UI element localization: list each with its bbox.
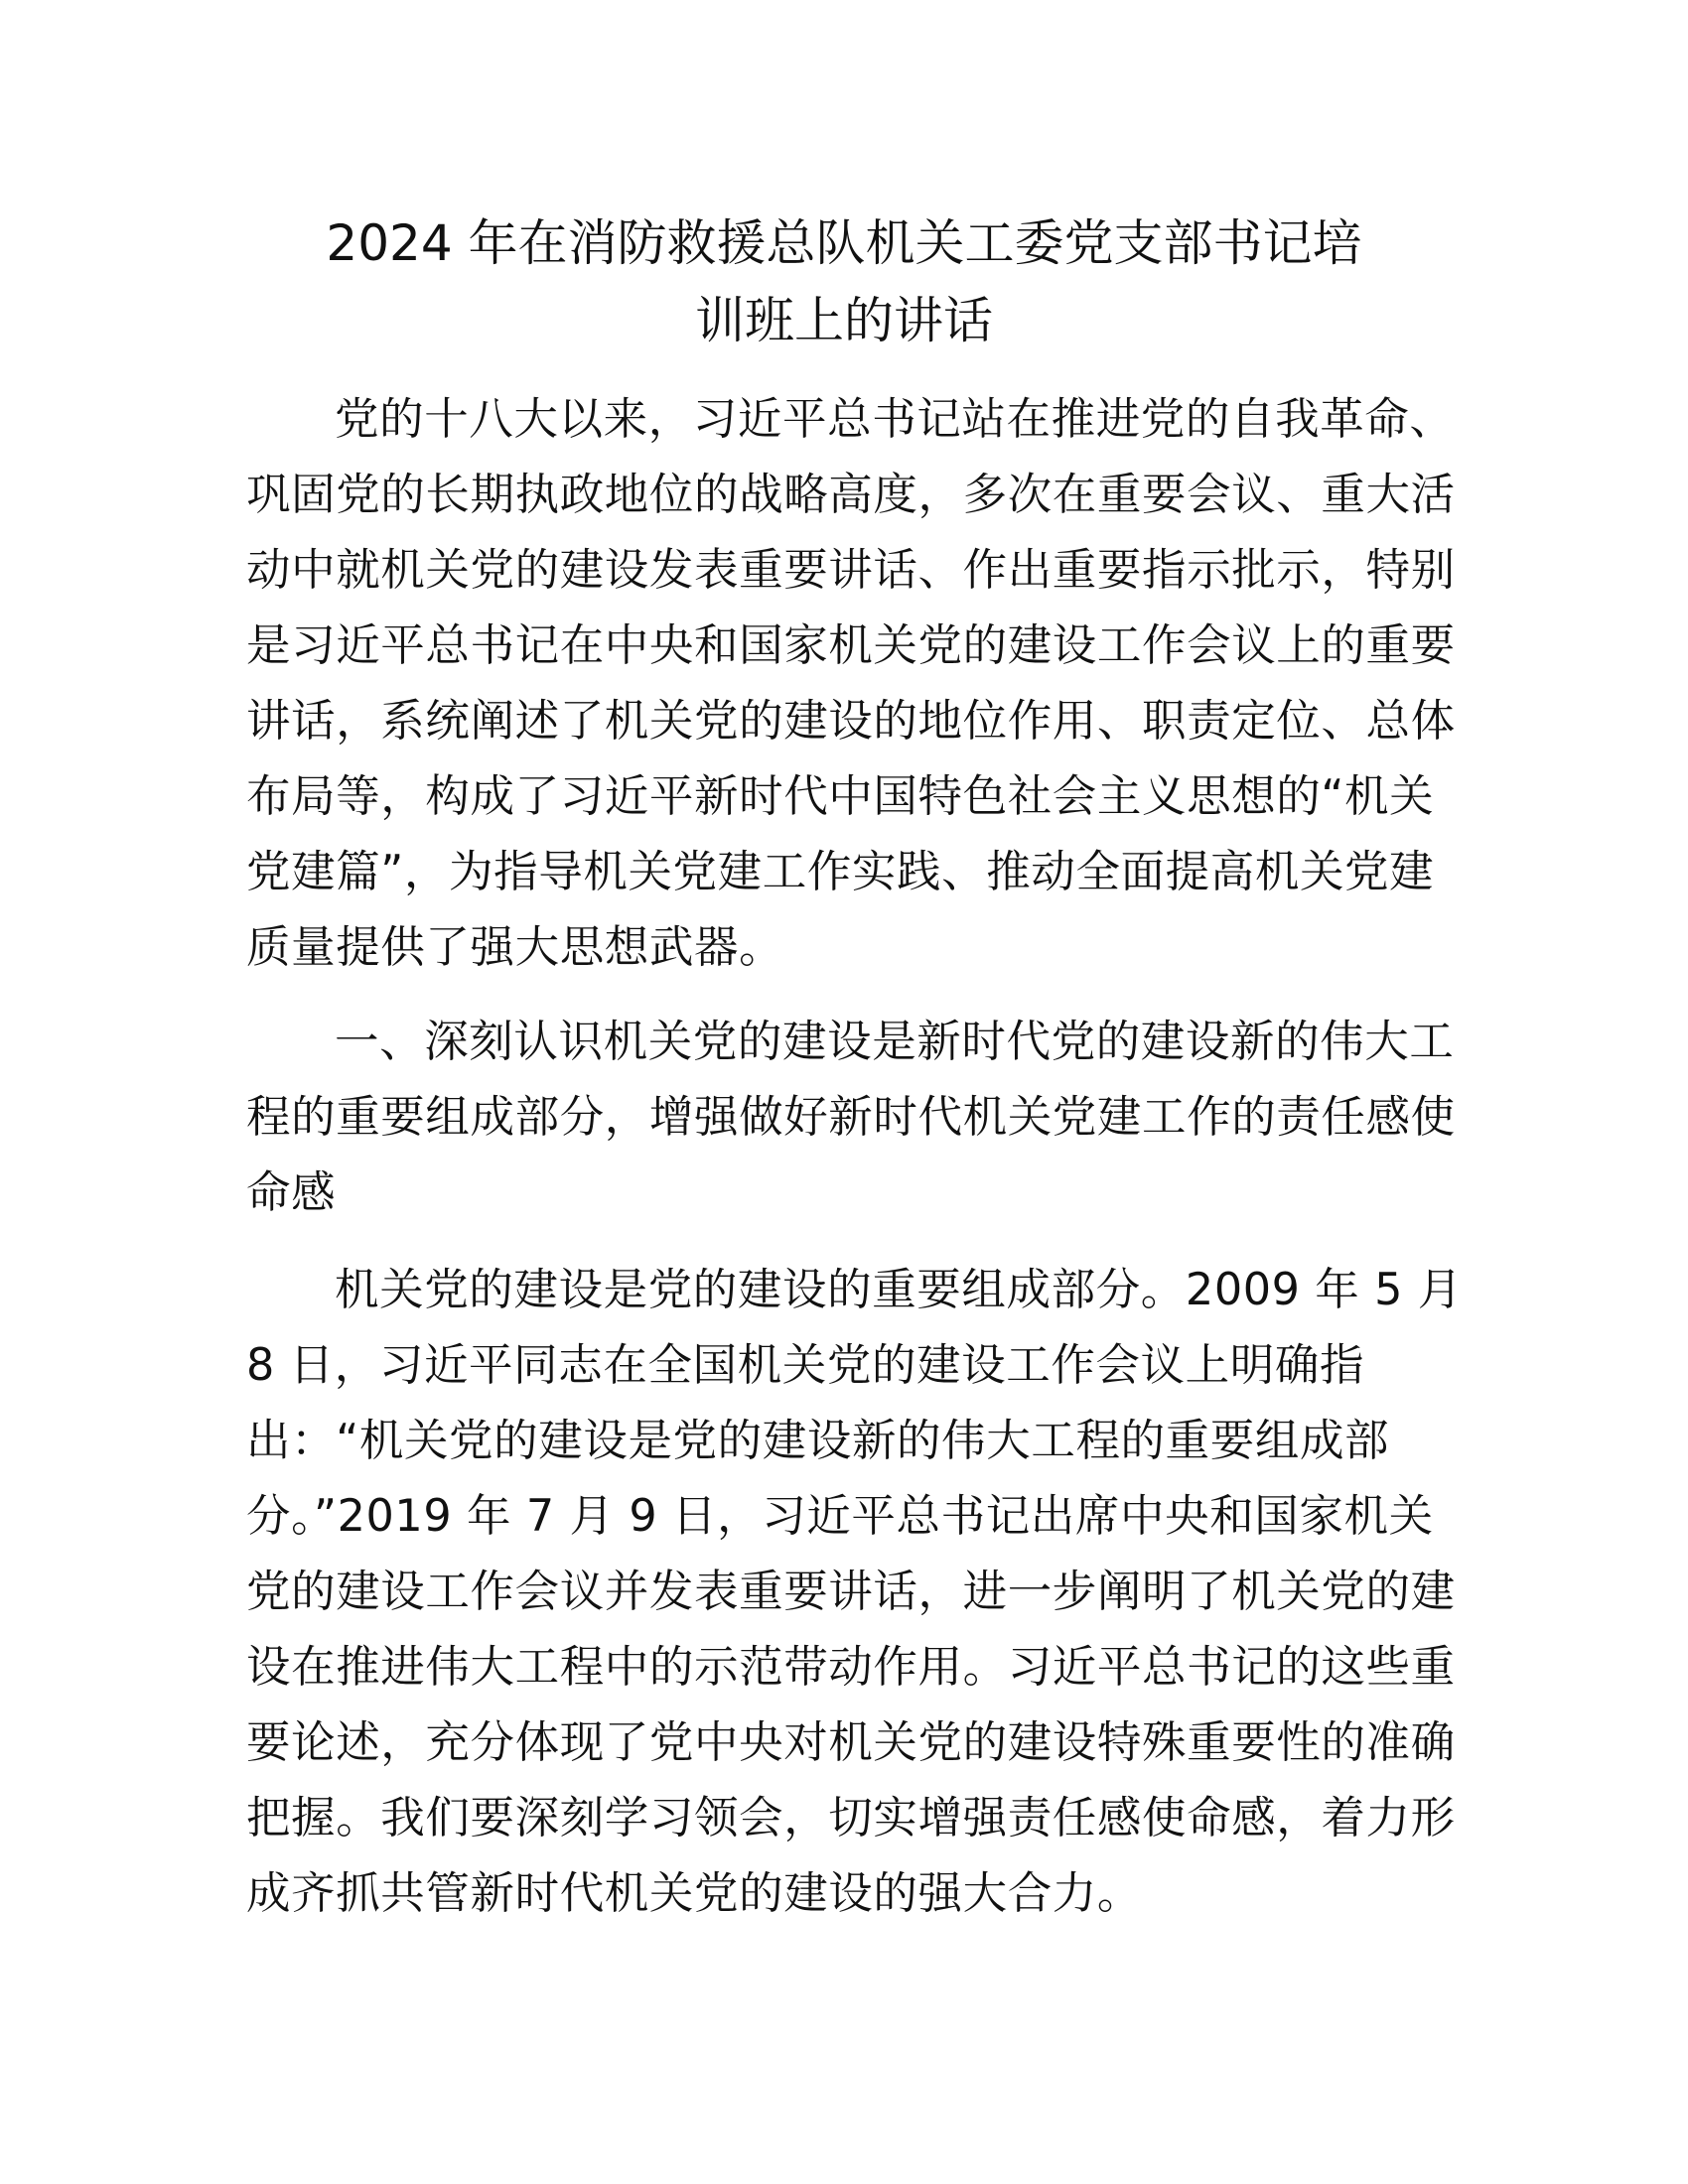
paragraph-line: 动中就机关党的建设发表重要讲话、作出重要指示批示，特别 — [246, 545, 1456, 596]
paragraph-line: 巩固党的长期执政地位的战略高度，多次在重要会议、重大活 — [246, 470, 1456, 520]
paragraph-line: 出：“机关党的建设是党的建设新的伟大工程的重要组成部 — [246, 1416, 1390, 1466]
paragraph-line: 把握。我们要深刻学习领会，切实增强责任感使命感，着力形 — [246, 1793, 1456, 1843]
paragraph-line: 党建篇”，为指导机关党建工作实践、推动全面提高机关党建 — [246, 847, 1435, 897]
document-title-line-2: 训班上的讲话 — [695, 292, 993, 349]
paragraph-line: 成齐抓共管新时代机关党的建设的强大合力。 — [246, 1868, 1143, 1919]
paragraph-line: 分。”2019 年 7 月 9 日，习近平总书记出席中央和国家机关 — [246, 1491, 1434, 1542]
paragraph-line: 质量提供了强大思想武器。 — [246, 922, 784, 973]
document-title-line-1: 2024 年在消防救援总队机关工委党支部书记培 — [326, 214, 1362, 272]
paragraph-line: 是习近平总书记在中央和国家机关党的建设工作会议上的重要 — [246, 620, 1456, 671]
heading-line: 命感 — [246, 1167, 337, 1218]
paragraph-line: 要论述，充分体现了党中央对机关党的建设特殊重要性的准确 — [246, 1717, 1456, 1768]
paragraph-line: 讲话，系统阐述了机关党的建设的地位作用、职责定位、总体 — [246, 696, 1456, 747]
paragraph-line: 党的十八大以来，习近平总书记站在推进党的自我革命、 — [335, 394, 1455, 445]
paragraph-line: 党的建设工作会议并发表重要讲话，进一步阐明了机关党的建 — [246, 1567, 1456, 1617]
section-heading-one — [246, 1005, 1456, 1231]
paragraph-line: 8 日，习近平同志在全国机关党的建设工作会议上明确指 — [246, 1340, 1365, 1391]
paragraph-line: 设在推进伟大工程中的示范带动作用。习近平总书记的这些重 — [246, 1642, 1456, 1693]
paragraph-line: 机关党的建设是党的建设的重要组成部分。2009 年 5 月 — [335, 1265, 1463, 1315]
paragraph-section-one — [246, 1253, 1463, 1932]
paragraph-line: 布局等，构成了习近平新时代中国特色社会主义思想的“机关 — [246, 771, 1435, 822]
paragraph-intro — [246, 382, 1456, 986]
heading-line: 程的重要组成部分，增强做好新时代机关党建工作的责任感使 — [246, 1092, 1456, 1143]
heading-line: 一、深刻认识机关党的建设是新时代党的建设新的伟大工 — [335, 1017, 1455, 1067]
